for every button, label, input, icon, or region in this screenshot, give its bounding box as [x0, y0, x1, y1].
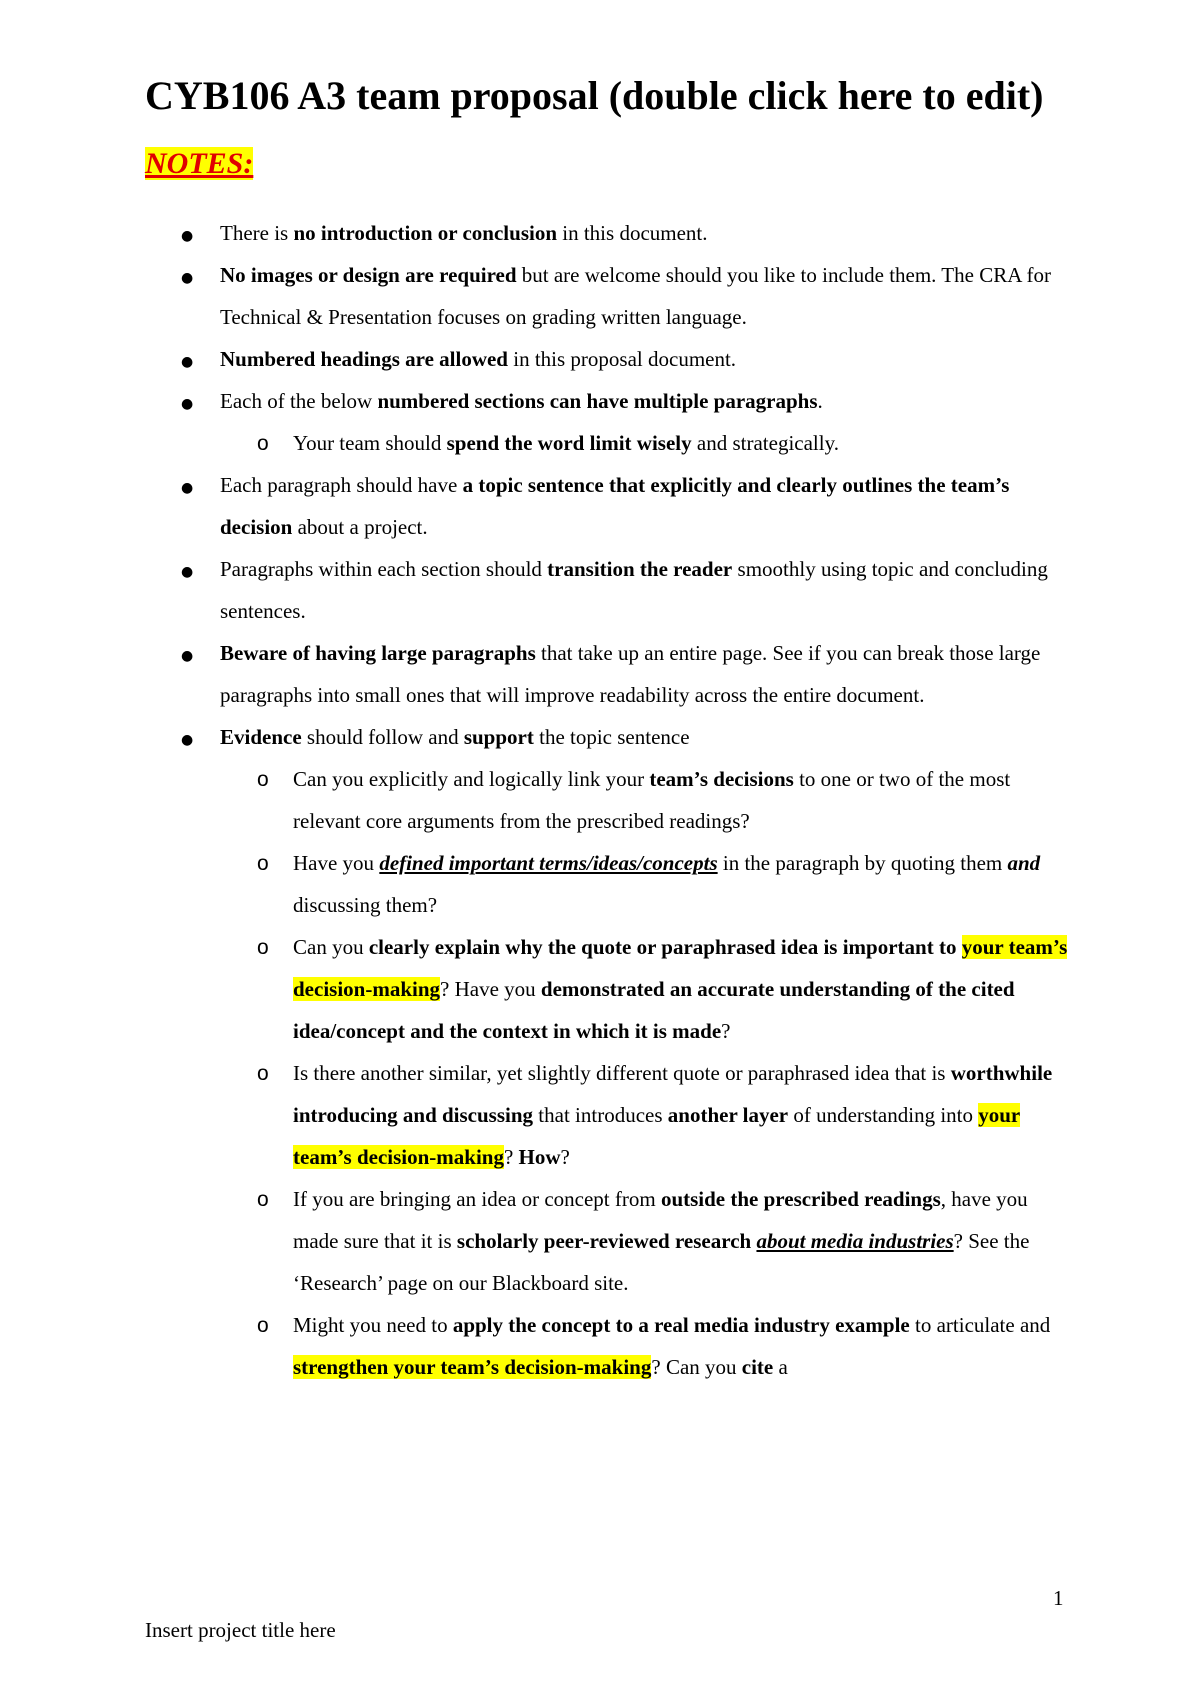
note-bullet-item [145, 380, 1070, 422]
note-text-run: Each of the below [220, 389, 378, 413]
note-text-run: another layer [667, 1103, 789, 1127]
note-text-run: spend the word limit wisely [446, 431, 692, 455]
note-text-run: ? Have you [440, 977, 541, 1001]
note-text-run: defined important terms/ideas/concepts [379, 851, 718, 875]
bullet-icon [181, 548, 193, 593]
note-text-run: but are welcome should you like to include them. The CRA for Technical & Presentation focuses on grading written language. [220, 263, 1051, 329]
note-text-run: to one or two of the most relevant core arguments from the prescribed readings? [293, 767, 1011, 833]
sub-bullet-icon [257, 1178, 269, 1221]
note-text-run: in this document. [557, 221, 708, 245]
note-text-run: Numbered headings are allowed [220, 347, 508, 371]
note-text-run: . [817, 389, 823, 413]
note-sub-item [145, 842, 1070, 926]
sub-bullet-icon [257, 1304, 269, 1347]
note-text-run: ? [721, 1019, 731, 1043]
bullet-icon [181, 464, 193, 509]
note-text-run: the topic sentence [533, 725, 690, 749]
note-text-run: no introduction or conclusion [293, 221, 558, 245]
note-sub-item [145, 1052, 1070, 1178]
bullet-icon [181, 212, 193, 257]
bullet-icon [181, 338, 193, 383]
note-text-run: Paragraphs within each section should [220, 557, 548, 581]
note-bullet-item [145, 548, 1070, 632]
bullet-icon [181, 632, 193, 677]
note-text-run: your team’s decision-making [293, 935, 1068, 1001]
note-text-run: scholarly peer-reviewed research [456, 1229, 757, 1253]
note-text-run: support [463, 725, 534, 749]
note-text-run: discussing them? [293, 893, 438, 917]
notes-list [145, 212, 1070, 1388]
note-sub-item [145, 1178, 1070, 1304]
note-text-run: ? [560, 1145, 570, 1169]
bullet-icon [181, 380, 193, 425]
note-text-run: about media industries [756, 1229, 954, 1253]
note-sub-item [145, 758, 1070, 842]
note-text-run: your team’s decision-making [293, 1103, 1021, 1169]
note-text-run: Is there another similar, yet slightly different quote or paraphrased idea that is [293, 1061, 951, 1085]
note-text-run: Can you explicitly and logically link your [293, 767, 650, 791]
note-text-run: and [1007, 851, 1041, 875]
sub-bullet-icon [257, 926, 269, 969]
note-text-run: a [773, 1355, 788, 1379]
note-text-run: numbered sections can have multiple paragraphs [377, 389, 818, 413]
note-text-run: cite [741, 1355, 774, 1379]
note-text-run: outside the prescribed readings [660, 1187, 941, 1211]
note-text-run: Each paragraph should have [220, 473, 463, 497]
sub-bullet-icon [257, 1052, 269, 1095]
note-text-run: ? [503, 1145, 519, 1169]
note-sub-item [145, 422, 1070, 464]
notes-heading-label: NOTES: [145, 147, 254, 180]
note-sub-item [145, 1304, 1070, 1388]
note-text-run: transition the reader [547, 557, 733, 581]
note-text-run: There is [220, 221, 294, 245]
note-text-run: and strategically. [691, 431, 839, 455]
note-text-run: Have you [293, 851, 380, 875]
note-text-run: Evidence [220, 725, 302, 749]
document-title[interactable]: CYB106 A3 team proposal (double click here to edit) [145, 73, 1044, 118]
note-text-run: team’s decisions [649, 767, 794, 791]
page-number: 1 [1053, 1586, 1064, 1610]
note-bullet-item [145, 716, 1070, 758]
note-bullet-item [145, 254, 1070, 338]
bullet-icon [181, 716, 193, 761]
note-text-run: in the paragraph by quoting them [717, 851, 1008, 875]
note-text-run: How [518, 1145, 561, 1169]
note-bullet-item [145, 212, 1070, 254]
note-text-run: If you are bringing an idea or concept from [293, 1187, 661, 1211]
note-text-run: worthwhile introducing and discussing [293, 1061, 1053, 1127]
note-text-run: clearly explain why the quote or paraphrased idea is important to [368, 935, 962, 959]
sub-bullet-icon [257, 422, 269, 465]
note-text-run: ? See the ‘Research’ page on our Blackboard site. [293, 1229, 1030, 1295]
note-text-run: No images or design are required [220, 263, 517, 287]
note-bullet-item [145, 464, 1070, 548]
note-text-run: apply the concept to a real media industry example [452, 1313, 910, 1337]
note-text-run: smoothly using topic and concluding sentences. [220, 557, 1048, 623]
sub-bullet-icon [257, 758, 269, 801]
note-text-run: about a project. [292, 515, 428, 539]
note-bullet-item [145, 338, 1070, 380]
bullet-icon [181, 254, 193, 299]
note-text-run: ? Can you [651, 1355, 742, 1379]
note-text-run: a topic sentence that explicitly and clearly outlines the team’s decision [220, 473, 1010, 539]
notes-heading [145, 146, 253, 182]
note-text-run: should follow and [301, 725, 464, 749]
note-text-run: , have you made sure that it is [293, 1187, 1028, 1253]
note-sub-item [145, 926, 1070, 1052]
note-text-run: Beware of having large paragraphs [220, 641, 536, 665]
note-text-run: Your team should [293, 431, 447, 455]
note-text-run: demonstrated an accurate understanding of the cited idea/concept and the context in which it is made [293, 977, 1015, 1043]
note-text-run: that introduces [533, 1103, 668, 1127]
note-text-run: in this proposal document. [508, 347, 737, 371]
note-text-run: Might you need to [293, 1313, 453, 1337]
note-text-run: that take up an entire page. See if you can break those large paragraphs into small ones that will improve readability across the entire document. [220, 641, 1041, 707]
note-text-run: strengthen your team’s decision-making [293, 1355, 652, 1379]
note-bullet-item [145, 632, 1070, 716]
note-text-run: Can you [293, 935, 369, 959]
sub-bullet-icon [257, 842, 269, 885]
note-text-run: of understanding into [788, 1103, 979, 1127]
note-text-run: to articulate and [909, 1313, 1051, 1337]
footer-project-title[interactable]: Insert project title here [145, 1618, 336, 1642]
